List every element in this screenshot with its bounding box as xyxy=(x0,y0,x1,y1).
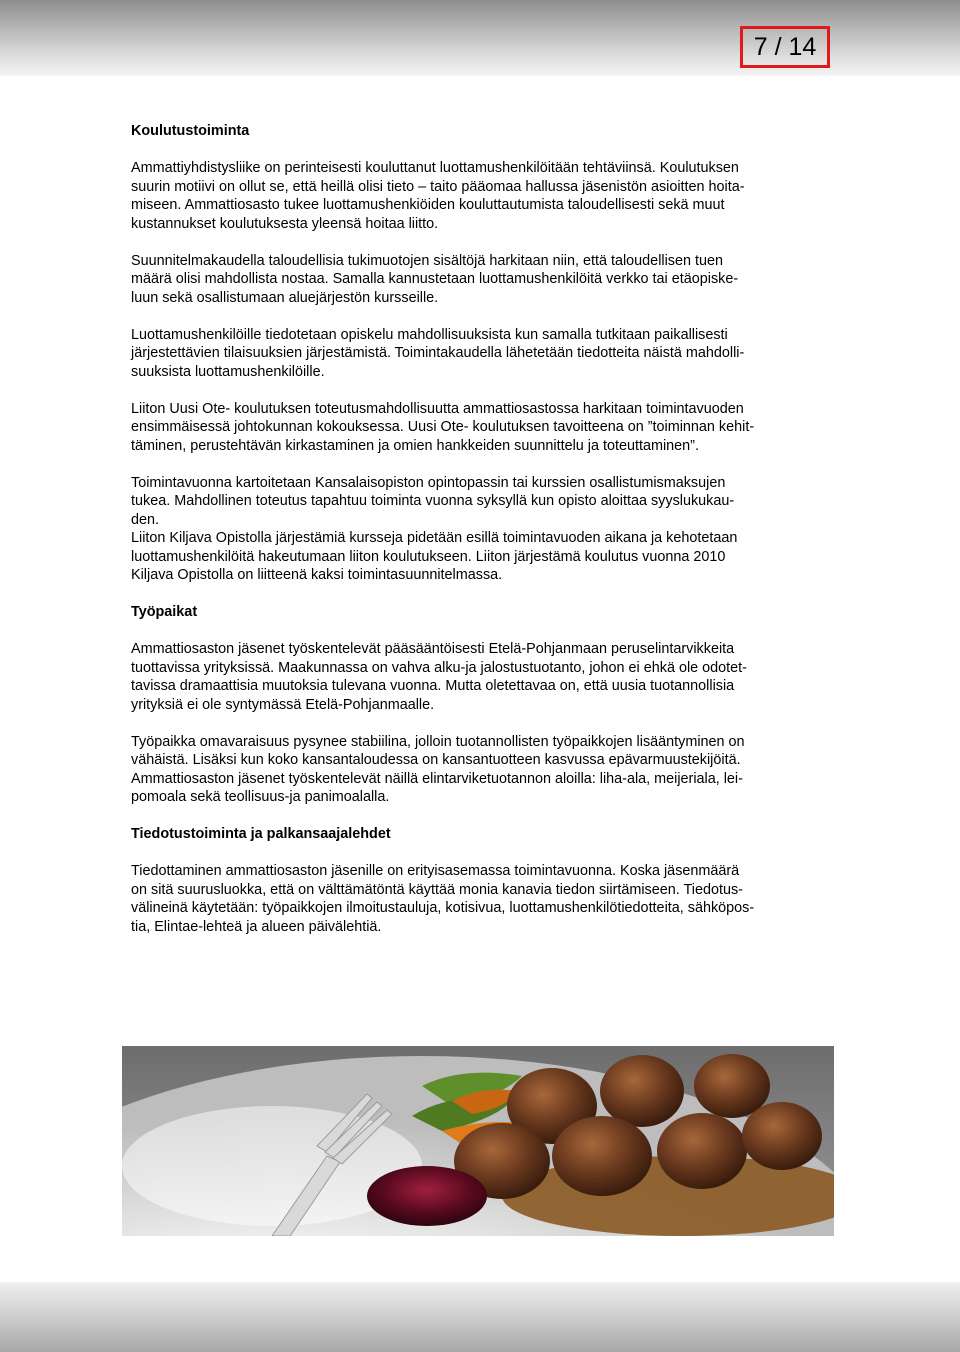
page-indicator: 7 / 14 xyxy=(740,26,830,68)
text-line: määrä olisi mahdollista nostaa. Samalla kannustetaan luottamushenkilöitä verkko tai etäopiske- xyxy=(131,271,739,287)
paragraph xyxy=(131,252,831,308)
text-line: Tiedottaminen ammattiosaston jäsenille on erityisasemassa toimintavuonna. Koska jäsenmäärä xyxy=(131,863,740,879)
text-line: vähäistä. Lisäksi kun koko kansantaloudessa on kansantuotteen kasvussa epävarmuustekijöitä. xyxy=(131,752,741,768)
text-line: täminen, perustehtävän kirkastaminen ja omien hankkeiden suunnittelu ja toteuttaminen”. xyxy=(131,437,699,454)
text-line: Ammattiosaston jäsenet työskentelevät näillä elintarviketuotannon aloilla: liha-ala, meijeriala, lei- xyxy=(131,770,743,787)
text-line: luun sekä osallistumaan aluejärjestön kursseille. xyxy=(131,289,439,306)
text-line: Suunnitelmakaudella taloudellisia tukimuotojen sisältöjä harkitaan niin, että taloudellisen tuen xyxy=(131,252,723,269)
paragraph xyxy=(131,159,831,233)
text-line: tavissa dramaattisia muutoksia tulevana vuonna. Mutta oletettavaa on, että uusia tuotannollisia xyxy=(131,678,735,694)
text-line: Liiton Uusi Ote- koulutuksen toteutusmahdollisuutta ammattiosastossa harkitaan toimintavuoden xyxy=(131,400,744,417)
paragraph xyxy=(131,862,831,936)
text-line: järjestettävien tilaisuuksien järjestämistä. Toimintakaudella lähetetään tiedotteita näistä mahdolli- xyxy=(131,345,745,361)
paragraph xyxy=(131,400,831,456)
text-line: tukea. Mahdollinen toteutus tapahtuu toiminta vuonna syksyllä kun opisto aloittaa syyslukukau- xyxy=(131,493,735,509)
paragraph xyxy=(131,640,831,714)
text-line: Kiljava Opistolla on liitteenä kaksi toimintasuunnitelmassa. xyxy=(131,567,503,583)
food-photo xyxy=(122,1046,834,1236)
section-heading-tiedotus: Tiedotustoiminta ja palkansaajalehdet xyxy=(131,826,391,842)
text-line: ensimmäisessä johtokunnan kokouksessa. Uusi Ote- koulutuksen tavoitteena on ”toiminnan kehit- xyxy=(131,419,755,435)
text-line: Luottamushenkilöille tiedotetaan opiskelu mahdollisuuksista kun samalla tutkitaan paikallisesti xyxy=(131,326,728,343)
text-line: miseen. Ammattiosasto tukee luottamushenkiöiden kouluttautumista taloudellisesti sekä muut xyxy=(131,197,725,213)
text-line: tuottavissa yrityksissä. Maakunnassa on vahva alku-ja jalostustuotanto, johon ei ehkä ole odotet- xyxy=(131,659,747,676)
paragraph xyxy=(131,326,831,382)
text-line: yrityksiä ei ole syntymässä Etelä-Pohjanmaalle. xyxy=(131,696,435,713)
text-line: kustannukset koulutuksesta yleensä hoitaa liitto. xyxy=(131,215,439,232)
text-line: on sitä suurusluokka, että on välttämätöntä käyttää monia kanavia tiedon siirtämiseen. Tiedotus- xyxy=(131,881,743,898)
text-line: tia, Elintae-lehteä ja alueen päivälehtiä. xyxy=(131,918,382,935)
text-line: den. xyxy=(131,511,160,528)
text-line: suurin motiivi on ollut se, että heillä olisi tieto – taito pääomaa hallussa jäsenistön asioitten hoita- xyxy=(131,178,745,195)
text-line: Liiton Kiljava Opistolla järjestämiä kursseja pidetään esillä toimintavuoden aikana ja kehotetaan xyxy=(131,530,738,546)
text-line: Työpaikka omavaraisuus pysynee stabiilina, jolloin tuotannollisten työpaikkojen lisääntyminen on xyxy=(131,733,745,750)
text-line: luottamushenkilöitä hakeutumaan liiton koulutukseen. Liiton järjestämä koulutus vuonna 2010 xyxy=(131,548,726,565)
document-body xyxy=(131,122,831,936)
text-line: suuksista luottamushenkilöille. xyxy=(131,363,325,380)
text-line: Ammattiosaston jäsenet työskentelevät pääsääntöisesti Etelä-Pohjanmaan peruselintarvikkeita xyxy=(131,641,735,657)
footer-band xyxy=(0,1282,960,1352)
paragraph xyxy=(131,733,831,807)
text-line: pomoala sekä teollisuus-ja panimoalalla. xyxy=(131,789,390,805)
text-line: Toimintavuonna kartoitetaan Kansalaisopiston opintopassin tai kurssien osallistumismaksujen xyxy=(131,474,726,491)
text-line: Ammattiyhdistysliike on perinteisesti kouluttanut luottamushenkilöitään tehtäviinsä. Koulutuksen xyxy=(131,160,739,176)
lingonberry-shape xyxy=(367,1166,487,1226)
section-heading-tyopaikat: Työpaikat xyxy=(131,604,198,620)
section-heading-koulutus: Koulutustoiminta xyxy=(131,123,250,139)
paragraph xyxy=(131,474,831,585)
text-line: välineinä käytetään: työpaikkojen ilmoitustauluja, kotisivua, luottamushenkilötiedotteita, sähköpos- xyxy=(131,900,755,916)
